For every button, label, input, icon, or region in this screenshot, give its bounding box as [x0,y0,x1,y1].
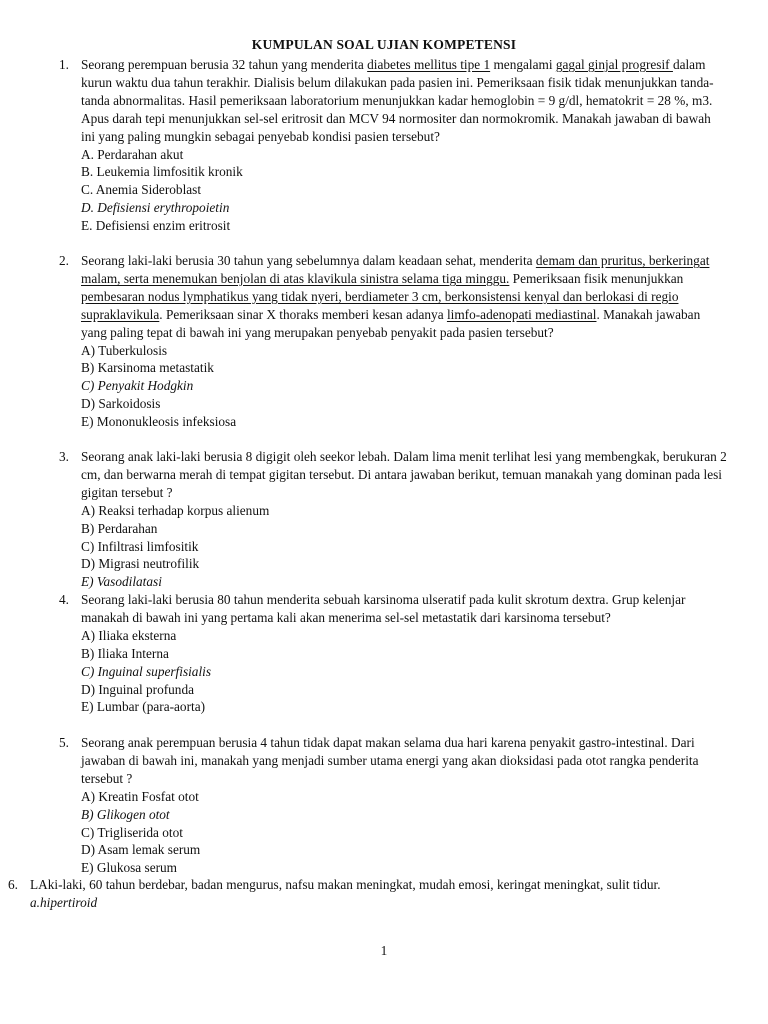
option-item: A. Perdarahan akut [81,146,184,162]
option-item-correct: C) Penyakit Hodgkin [81,378,194,394]
question-stem: Seorang anak laki-laki berusia 8 digigit oleh seekor lebah. Dalam lima menit terlihat lesi yang membengkak, berukuran 2 cm, dan berwarna merah di tempat gigitan tersebut. Di antara jawaban berikut, temuan manakah yang dominan pada lesi gigitan tersebut ? [81,449,727,500]
question-6 [8,876,720,912]
question-2 [59,252,721,431]
question-stem: Seorang laki-laki berusia 30 tahun yang sebelumnya dalam keadaan sehat, menderita demam dan pruritus, berkeringat malam, serta menemukan benjolan di atas klavikula sinistra selama tiga minggu. Pemeriksaan fisik menunjukkan pembesaran nodus lymphatikus yang tidak nyeri, berdiameter 3 cm, berkonsistensi kenyal dan berlokasi di regio supraklavikula. Pemeriksaan sinar X thoraks memberi kesan adanya limfo-adenopati mediastinal. Manakah jawaban yang paling tepat di bawah ini yang merupakan penyebab penyakit pada pasien tersebut? [81,253,710,340]
option-item: E) Lumbar (para-aorta) [81,699,206,715]
option-item: C) Infiltrasi limfositik [81,538,199,554]
question-4 [59,591,721,716]
option-item-correct: B) Glikogen otot [81,806,170,822]
question-stem: Seorang perempuan berusia 32 tahun yang menderita diabetes mellitus tipe 1 mengalami gagal ginjal progresif dalam kurun waktu dua tahun terakhir. Dialisis belum dilakukan pada pasien ini. Pemeriksaan fisik tidak menunjukkan tanda-tanda abnormalitas. Hasil pemeriksaan laboratorium menunjukkan kadar hemoglobin = 9 g/dl, hematokrit = 28 %, m3. Apus darah tepi menunjukkan sel-sel eritrosit dan MCV 94 normositer dan normokromik. Manakah jawaban di bawah ini yang paling mungkin sebagai penyebab kondisi pasien tersebut? [81,57,714,144]
page-title: KUMPULAN SOAL UJIAN KOMPETENSI [251,37,517,52]
option-item: A) Reaksi terhadap korpus alienum [81,502,270,518]
answer-options [81,502,731,592]
answer-options [30,894,720,912]
option-item: D) Inguinal profunda [81,681,194,697]
question-stem: Seorang anak perempuan berusia 4 tahun tidak dapat makan selama dua hari karena penyakit gastro-intestinal. Dari jawaban di bawah ini, manakah yang menjadi sumber utama energi yang akan dioksidasi pada otot rangka penderita tersebut ? [81,735,699,786]
answer-options [81,788,721,878]
question-stem: LAki-laki, 60 tahun berdebar, badan mengurus, nafsu makan meningkat, mudah emosi, keringat meningkat, sulit tidur. [30,877,661,892]
question-3 [59,448,731,591]
option-item-correct: D. Defisiensi erythropoietin [81,200,230,216]
option-item: C) Trigliserida otot [81,824,183,840]
question-5 [59,734,721,877]
option-item: A) Kreatin Fosfat otot [81,788,199,804]
page-number: 1 [380,943,388,958]
option-item: B. Leukemia limfositik kronik [81,164,243,180]
option-item: C. Anemia Sideroblast [81,182,202,198]
option-item: A) Tuberkulosis [81,342,168,358]
question-number: 4. [59,592,69,607]
option-item: D) Asam lemak serum [81,842,201,858]
answer-options [81,146,721,236]
option-item: A) Iliaka eksterna [81,627,177,643]
question-number: 6. [8,877,18,892]
question-1 [59,56,721,235]
option-item-correct: C) Inguinal superfisialis [81,663,212,679]
option-item: D) Sarkoidosis [81,396,161,412]
question-number: 1. [59,57,69,72]
option-item: E. Defisiensi enzim eritrosit [81,218,231,234]
question-number: 5. [59,735,69,750]
option-item: D) Migrasi neutrofilik [81,556,200,572]
option-item: B) Karsinoma metastatik [81,360,214,376]
question-number: 2. [59,253,69,268]
option-item-correct: a.hipertiroid [30,894,98,910]
question-number: 3. [59,449,69,464]
option-item: B) Perdarahan [81,520,158,536]
answer-options [81,342,721,432]
option-item: B) Iliaka Interna [81,645,169,661]
option-item-correct: E) Vasodilatasi [81,574,162,590]
option-item: E) Mononukleosis infeksiosa [81,414,237,430]
answer-options [81,627,721,717]
question-stem: Seorang laki-laki berusia 80 tahun menderita sebuah karsinoma ulseratif pada kulit skrotum dextra. Grup kelenjar manakah di bawah ini yang pertama kali akan menerima sel-sel metastatik dari karsinoma tersebut? [81,592,686,625]
option-item: E) Glukosa serum [81,860,178,876]
